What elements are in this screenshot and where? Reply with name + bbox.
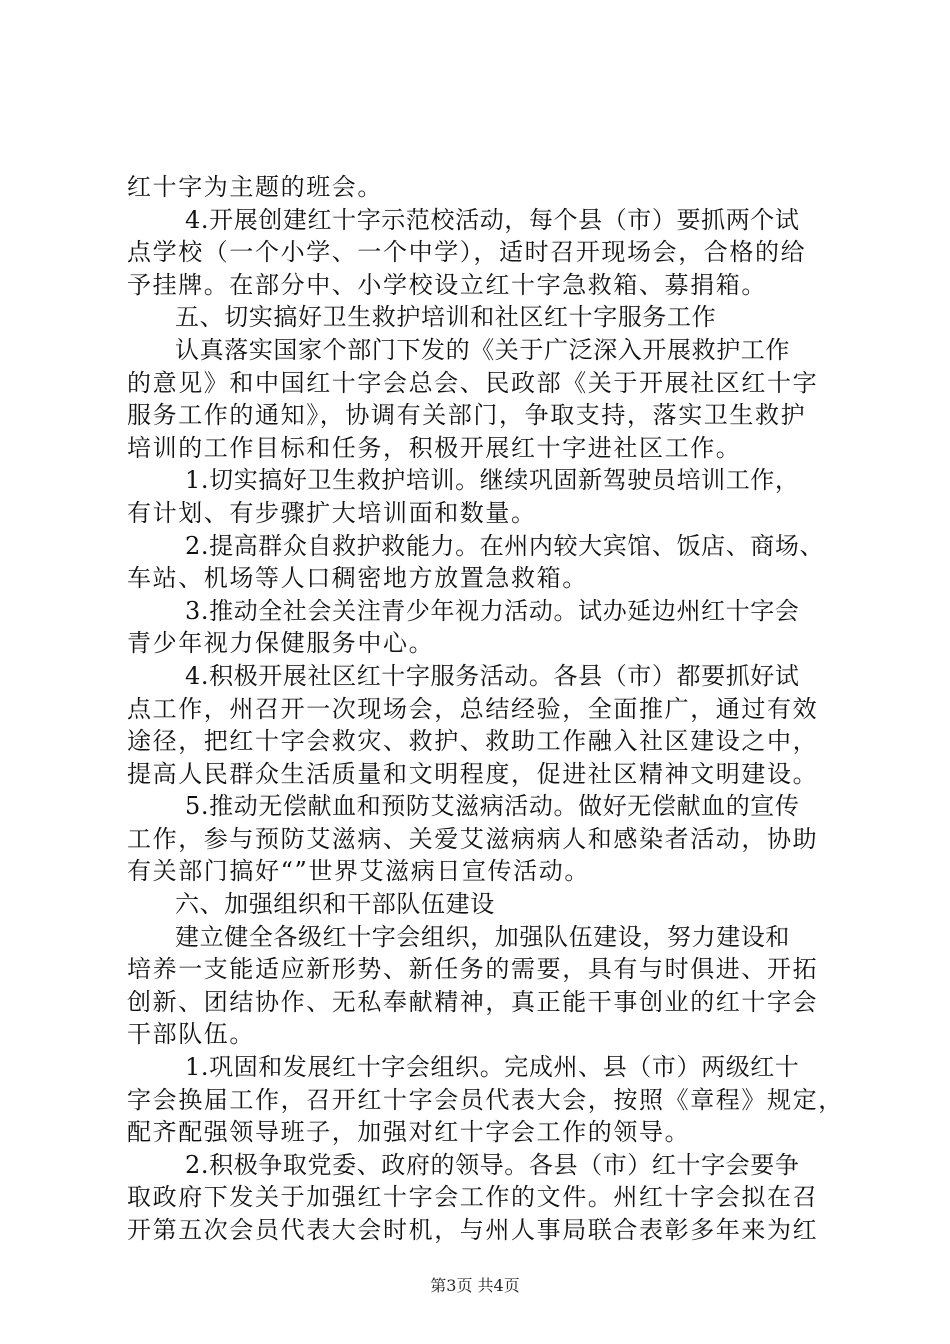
text-line: 培训的工作目标和任务，积极开展红十字进社区工作。 — [127, 433, 742, 462]
text-line: 服务工作的通知》，协调有关部门，争取支持，落实卫生救护 — [127, 401, 807, 430]
text-line: 工作，参与预防艾滋病、关爱艾滋病病人和感染者活动，协助 — [127, 824, 819, 853]
text-line: 有关部门搞好“”世界艾滋病日宣传活动。 — [127, 857, 590, 886]
text-line: 五、切实搞好卫生救护培训和社区红十字服务工作 — [175, 303, 717, 332]
text-line: 3.推动全社会关注青少年视力活动。试办延边州红十字会 — [185, 596, 800, 625]
text-line: 青少年视力保健服务中心。 — [127, 629, 435, 658]
text-line: 1.切实搞好卫生救护培训。继续巩固新驾驶员培训工作， — [185, 466, 800, 495]
text-line: 4.积极开展社区红十字服务活动。各县（市）都要抓好试 — [185, 661, 800, 690]
text-line: 提高人民群众生活质量和文明程度，促进社区精神文明建设。 — [127, 759, 819, 788]
text-line: 认真落实国家个部门下发的《关于广泛深入开展救护工作 — [175, 335, 790, 364]
text-line: 建立健全各级红十字会组织，加强队伍建设，努力建设和 — [175, 922, 790, 951]
text-line: 干部队伍。 — [127, 1020, 255, 1049]
text-line: 培养一支能适应新形势、新任务的需要，具有与时俱进、开拓 — [127, 955, 819, 984]
text-line: 有计划、有步骤扩大培训面和数量。 — [127, 498, 537, 527]
text-line: 车站、机场等人口稠密地方放置急救箱。 — [127, 564, 588, 593]
text-line: 5.推动无偿献血和预防艾滋病活动。做好无偿献血的宣传 — [185, 792, 800, 821]
text-line: 取政府下发关于加强红十字会工作的文件。州红十字会拟在召 — [127, 1183, 819, 1212]
text-line: 六、加强组织和干部队伍建设 — [175, 890, 495, 919]
text-line: 2.积极争取党委、政府的领导。各县（市）红十字会要争 — [185, 1150, 800, 1179]
text-line: 点工作，州召开一次现场会，总结经验，全面推广，通过有效 — [127, 694, 819, 723]
text-line: 途径，把红十字会救灾、救护、救助工作融入社区建设之中， — [127, 727, 819, 756]
text-line: 4.开展创建红十字示范校活动，每个县（市）要抓两个试 — [185, 205, 800, 234]
text-line: 配齐配强领导班子，加强对红十字会工作的领导。 — [127, 1118, 691, 1147]
document-body — [127, 171, 844, 1247]
text-line: 字会换届工作，召开红十字会员代表大会，按照《章程》规定， — [127, 1085, 844, 1114]
text-line: 开第五次会员代表大会时机，与州人事局联合表彰多年来为红 — [127, 1216, 819, 1244]
text-line: 2.提高群众自救护救能力。在州内较大宾馆、饭店、商场、 — [185, 531, 825, 560]
text-line: 红十字为主题的班会。 — [127, 173, 383, 201]
text-line: 的意见》和中国红十字会总会、民政部《关于开展社区红十字 — [127, 368, 819, 397]
text-line: 予挂牌。在部分中、小学校设立红十字急救箱、募捐箱。 — [127, 270, 767, 299]
page-footer: 第3页 共4页 — [430, 1276, 520, 1295]
text-line: 1.巩固和发展红十字会组织。完成州、县（市）两级红十 — [185, 1053, 800, 1082]
text-line: 创新、团结协作、无私奉献精神，真正能干事创业的红十字会 — [127, 987, 819, 1016]
text-line: 点学校（一个小学、一个中学），适时召开现场会，合格的给 — [127, 238, 807, 267]
